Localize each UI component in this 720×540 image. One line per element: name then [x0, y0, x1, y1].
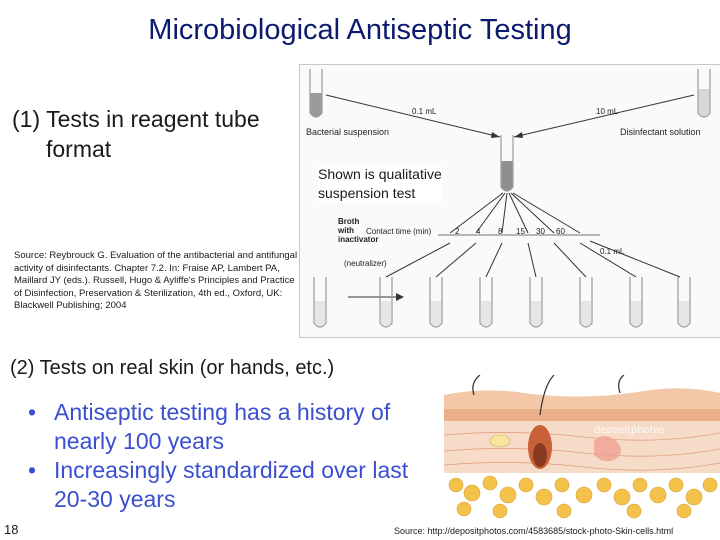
section2-source: Source: http://depositphotos.com/4583685/stock-photo-Skin-cells.html [394, 526, 674, 536]
bullet-item: • Increasingly standardized over last 20-30 years [28, 456, 428, 514]
diagram-caption-line2: suspension test [318, 185, 416, 201]
label-disinfectant-solution: Disinfectant solution [620, 127, 701, 137]
contact-time-2: 2 [455, 227, 460, 236]
label-broth-line1: Broth [338, 217, 360, 226]
contact-time-8: 8 [498, 227, 503, 236]
label-volume-bacterial: 0.1 mL [412, 107, 437, 116]
diagram-caption-line1: Shown is qualitative [318, 166, 442, 182]
page-number: 18 [4, 522, 19, 537]
label-volume-disinfectant: 10 mL [596, 107, 619, 116]
contact-time-15: 15 [516, 227, 525, 236]
bullet-item: • Antiseptic testing has a history of nearly 100 years [28, 398, 428, 456]
label-volume-transfer: 0.1 mL [600, 247, 625, 256]
diagram-caption [318, 165, 442, 203]
image-watermark: depositphotos [594, 425, 665, 436]
skin-illustration [444, 375, 720, 521]
contact-time-60: 60 [556, 227, 565, 236]
label-bacterial-suspension: Bacterial suspension [306, 127, 390, 137]
label-neutralizer: (neutralizer) [344, 259, 387, 268]
section1-heading [12, 104, 260, 164]
skin-cross-section-image [444, 375, 720, 521]
label-broth-line3: inactivator [338, 235, 379, 244]
slide-title: Microbiological Antiseptic Testing [148, 14, 572, 46]
label-broth-line2: with [338, 226, 354, 235]
section2-heading: (2) Tests on real skin (or hands, etc.) [10, 357, 335, 379]
section1-heading-line1: (1) Tests in reagent tube [12, 106, 260, 132]
bullet-list [28, 398, 428, 514]
section1-heading-line2: format [46, 136, 112, 162]
contact-time-4: 4 [476, 227, 481, 236]
contact-time-30: 30 [536, 227, 545, 236]
label-contact-time: Contact time (min) [366, 227, 432, 236]
section1-source: Source: Reybrouck G. Evaluation of the antibacterial and antifungal activity of disinfectants. Chapter 7.2. In: Fraise AP, Lambert PA, Maillard JY (eds.). Russell, Hugo & Ayliffe's Principles and Practice of Disinfection, Preservation & Sterilization, 4th ed., Oxford, UK: Blackwell Publishing; 2004 [14, 250, 298, 312]
